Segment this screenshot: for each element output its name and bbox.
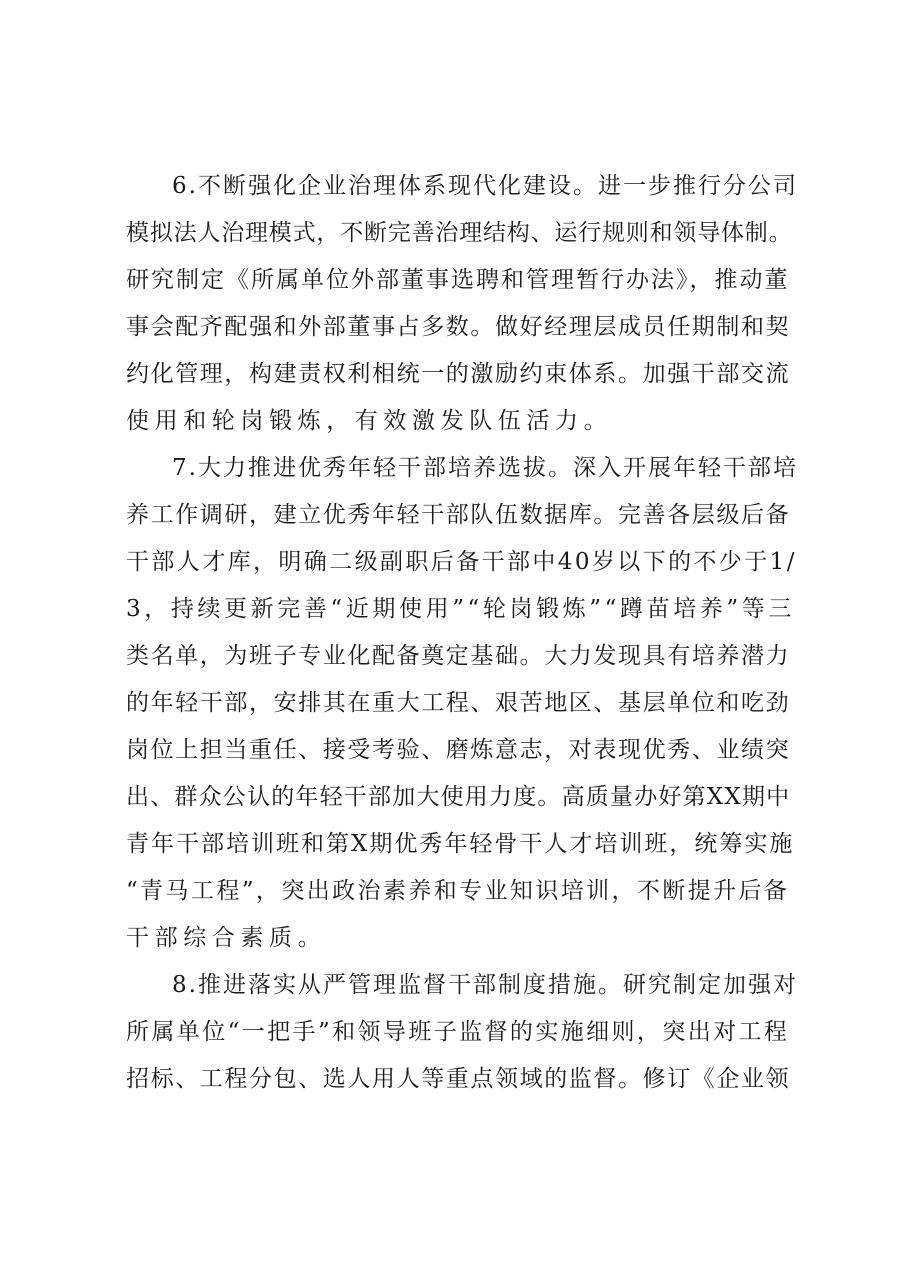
paragraph-6-line-1: 6.不断强化企业治理体系现代化建设。进一步推行分公司 bbox=[172, 173, 798, 199]
paragraph-7-line-5: 类名单，为班子专业化配备奠定基础。大力发现具有培养潜力 bbox=[126, 643, 791, 669]
paragraph-7-line-6: 的年轻干部，安排其在重大工程、艰苦地区、基层单位和吃劲 bbox=[126, 690, 791, 716]
paragraph-6-line-6: 使用和轮岗锻炼，有效激发队伍活力。 bbox=[126, 408, 613, 434]
paragraph-7-line-1: 7.大力推进优秀年轻干部培养选拔。深入开展年轻干部培 bbox=[172, 455, 798, 481]
paragraph-6-line-3: 研究制定《所属单位外部董事选聘和管理暂行办法》，推动董 bbox=[126, 267, 790, 293]
paragraph-7-line-2: 养工作调研，建立优秀年轻干部队伍数据库。完善各层级后备 bbox=[126, 502, 791, 528]
paragraph-7-line-8: 出、群众公认的年轻干部加大使用力度。高质量办好第XX期中 bbox=[126, 784, 791, 810]
paragraph-8-line-1: 8.推进落实从严管理监督干部制度措施。研究制定加强对 bbox=[172, 972, 798, 998]
paragraph-7-line-7: 岗位上担当重任、接受考验、磨炼意志，对表现优秀、业绩突 bbox=[126, 737, 791, 763]
paragraph-6-line-2: 模拟法人治理模式，不断完善治理结构、运行规则和领导体制。 bbox=[126, 220, 793, 246]
paragraph-7-line-10: “青马工程”，突出政治素养和专业知识培训，不断提升后备 bbox=[126, 878, 790, 904]
paragraph-6-line-4: 事会配齐配强和外部董事占多数。做好经理层成员任期制和契 bbox=[126, 314, 791, 340]
paragraph-6-line-5: 约化管理，构建责权利相统一的激励约束体系。加强干部交流 bbox=[126, 361, 791, 387]
paragraph-7-line-4: 3，持续更新完善“近期使用”“轮岗锻炼”“蹲苗培养”等三 bbox=[126, 596, 795, 622]
paragraph-7-line-3: 干部人才库，明确二级副职后备干部中40岁以下的不少于1/ bbox=[126, 549, 797, 575]
paragraph-8-line-3: 招标、工程分包、选人用人等重点领域的监督。修订《企业领 bbox=[126, 1066, 791, 1092]
paragraph-7-line-9: 青年干部培训班和第X期优秀年轻骨干人才培训班，统筹实施 bbox=[126, 831, 795, 857]
paragraph-7-line-11: 干部综合素质。 bbox=[126, 925, 327, 951]
paragraph-8-line-2: 所属单位“一把手”和领导班子监督的实施细则，突出对工程 bbox=[126, 1019, 790, 1045]
